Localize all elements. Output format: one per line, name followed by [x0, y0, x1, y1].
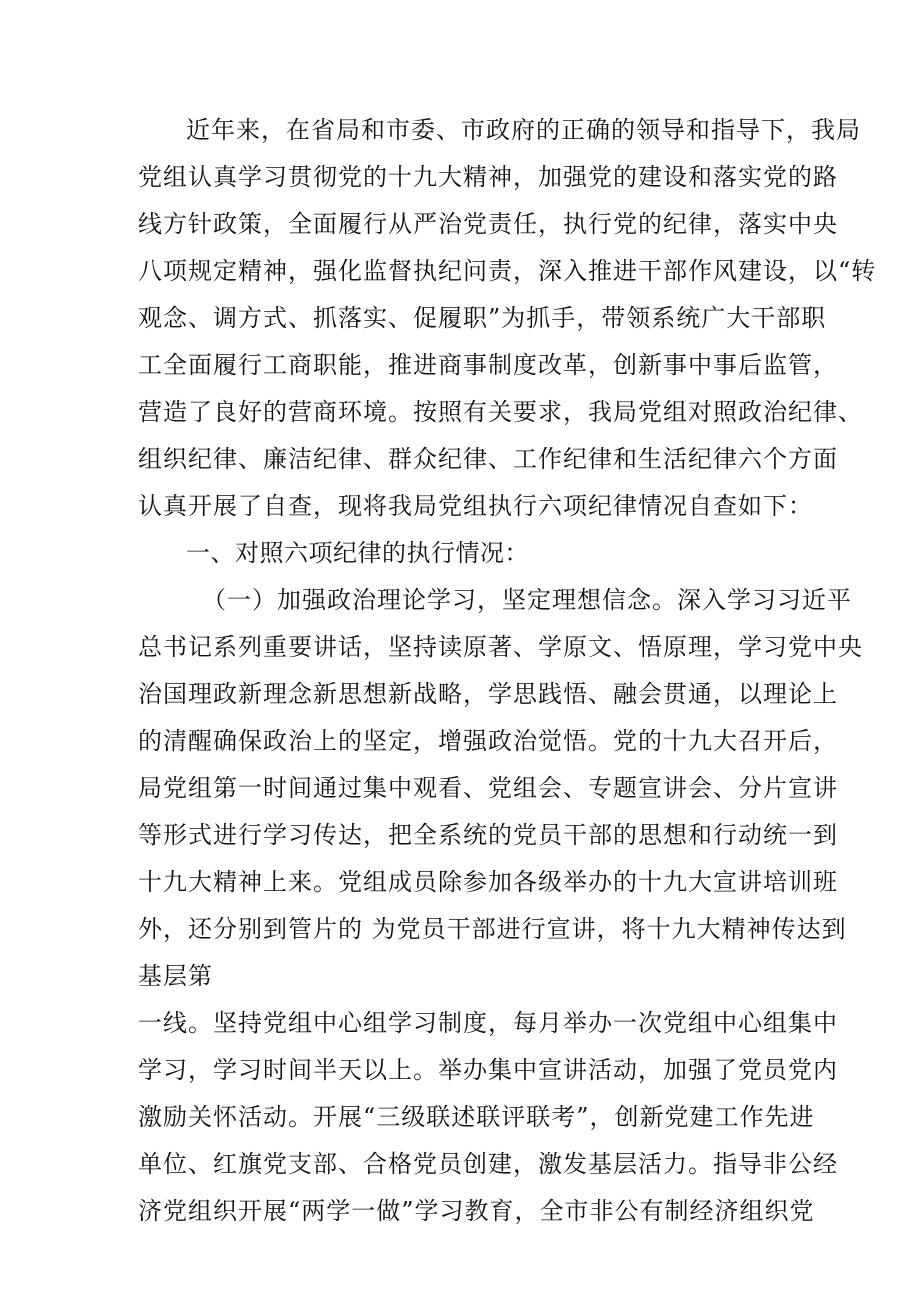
- body-line: 激励关怀活动。开展“三级联述联评联考”，创新党建工作先进: [138, 1103, 815, 1131]
- intro-line: 八项规定精神，强化监督执纪问责，深入推进干部作风建设，以“转: [138, 257, 877, 285]
- intro-line: 党组认真学习贯彻党的十九大精神，加强党的建设和落实党的路: [138, 163, 838, 191]
- body-line: 单位、红旗党支部、合格党员创建，激发基层活力。指导非公经: [138, 1150, 838, 1178]
- intro-line: 组织纪律、廉洁纪律、群众纪律、工作纪律和生活纪律六个方面: [138, 445, 838, 473]
- body-line: 一线。坚持党组中心组学习制度，每月举办一次党组中心组集中: [138, 1009, 838, 1037]
- section-heading: 一、对照六项纪律的执行情况：: [186, 539, 529, 567]
- body-line: 总书记系列重要讲话，坚持读原著、学原文、悟原理，学习党中央: [138, 633, 863, 661]
- body-line: 的清醒确保政治上的坚定，增强政治觉悟。党的十九大召开后，: [138, 727, 838, 755]
- body-line: （一）加强政治理论学习，坚定理想信念。深入学习习近平: [202, 586, 852, 614]
- body-line: 基层第: [138, 962, 213, 990]
- intro-line: 营造了良好的营商环境。按照有关要求，我局党组对照政治纪律、: [138, 398, 863, 426]
- intro-line: 观念、调方式、抓落实、促履职”为抓手，带领系统广大干部职: [138, 304, 827, 332]
- body-line: 等形式进行学习传达，把全系统的党员干部的思想和行动统一到: [138, 821, 838, 849]
- intro-line: 认真开展了自查，现将我局党组执行六项纪律情况自查如下：: [138, 492, 813, 520]
- body-line: 济党组织开展“两学一做”学习教育，全市非公有制经济组织党: [138, 1197, 815, 1225]
- intro-line: 工全面履行工商职能，推进商事制度改革，创新事中事后监管，: [138, 351, 838, 379]
- intro-line: 线方针政策，全面履行从严治党责任，执行党的纪律，落实中央: [138, 210, 838, 238]
- body-line: 学习，学习时间半天以上。举办集中宣讲活动，加强了党员党内: [138, 1056, 838, 1084]
- intro-line: 近年来，在省局和市委、市政府的正确的领导和指导下，我局: [186, 116, 861, 144]
- body-line: 外，还分别到管片的 为党员干部进行宣讲，将十九大精神传达到: [138, 915, 847, 943]
- body-line: 局党组第一时间通过集中观看、党组会、专题宣讲会、分片宣讲: [138, 774, 838, 802]
- body-line: 十九大精神上来。党组成员除参加各级举办的十九大宣讲培训班: [138, 868, 838, 896]
- body-line: 治国理政新理念新思想新战略，学思践悟、融会贯通，以理论上: [138, 680, 838, 708]
